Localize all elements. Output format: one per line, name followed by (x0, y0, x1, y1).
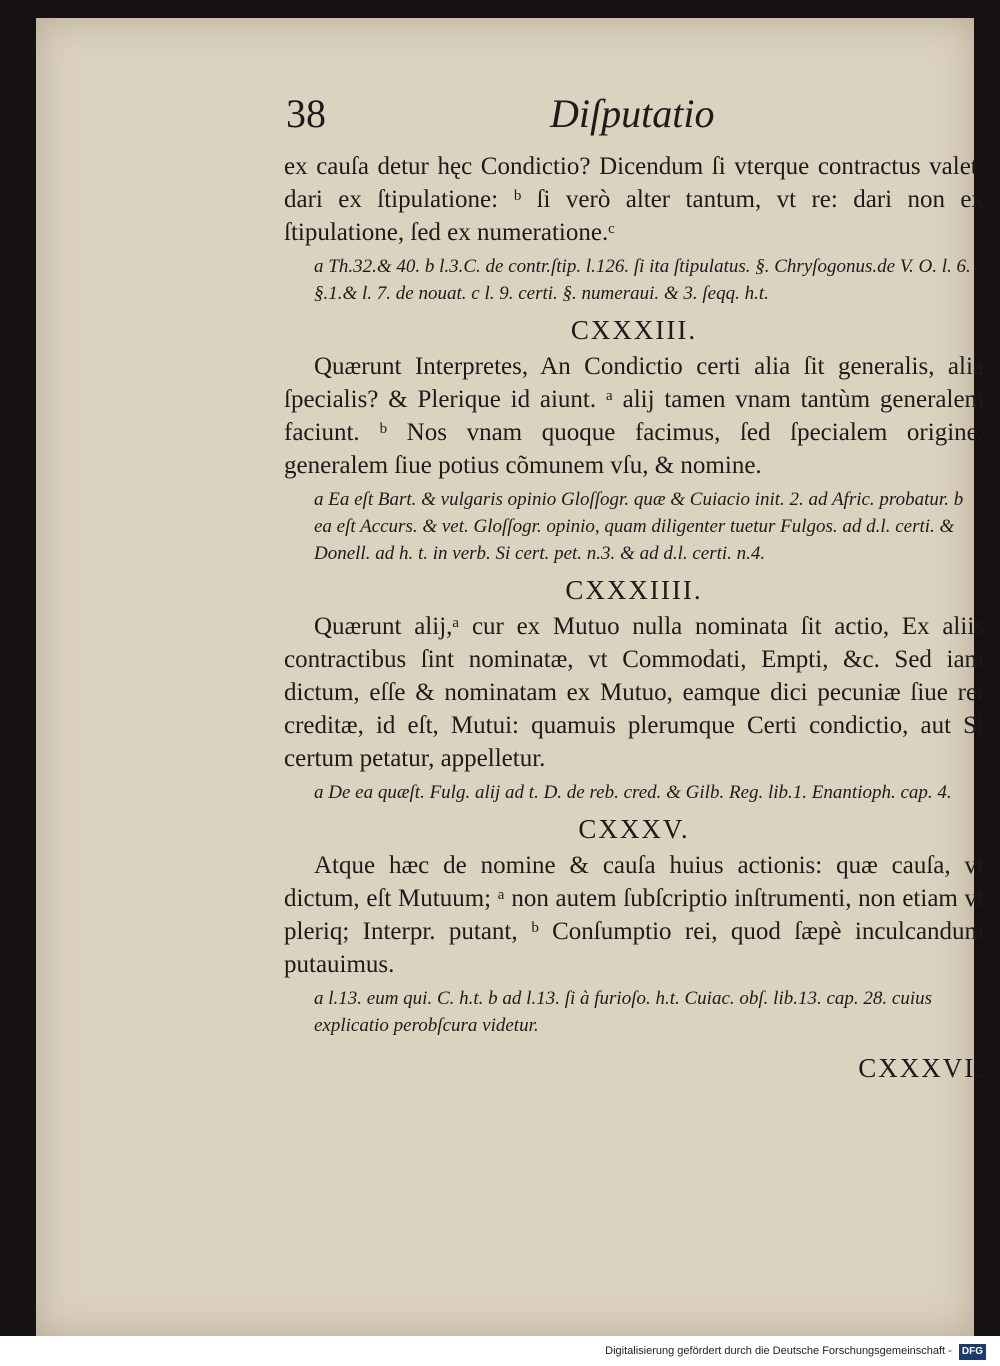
text-block (284, 88, 984, 1084)
paragraph: Quærunt alij,ᵃ cur ex Mutuo nulla nominata ſit actio, Ex aliis contractibus ſint nominatæ, vt Commodati, Empti, &c. Sed iam dictum, eſſe & nominatam ex Mutuo, eamque dici pecuniæ ſiue rei creditæ, id eſt, Mutui: quamuis plerumque Certi condictio, aut Si certum petatur, appelletur. (284, 613, 984, 772)
section-heading: CXXXIIII. (565, 575, 703, 605)
footnote: a l.13. eum qui. C. h.t. b ad l.13. ſi à furioſo. h.t. Cuiac. obſ. lib.13. cap. 28. cuius explicatio perobſcura videtur. (314, 988, 933, 1036)
dfg-logo: DFG (959, 1344, 986, 1360)
paragraph: ex cauſa detur hęc Condictio? Dicendum ſi vterque contractus valet, dari ex ſtipulatione: ᵇ ſi verò alter tantum, vt re: dari non ex ſtipulatione, ſed ex numeratione.ᶜ (284, 153, 984, 246)
page-header (284, 88, 984, 150)
catchword: CXXXVI. (858, 1053, 984, 1083)
page-number: 38 (286, 91, 326, 136)
footer-text: Digitalisierung gefördert durch die Deutsche Forschungsgemeinschaft - (605, 1345, 952, 1357)
paragraph: Quærunt Interpretes, An Condictio certi alia ſit generalis, alia ſpecialis? & Plerique id aiunt. ᵃ alij tamen vnam tantùm generalem faciunt. ᵇ Nos vnam quoque facimus, ſed ſpecialem origine, generalem ſiue potius cõmunem vſu, & nomine. (284, 353, 984, 479)
footnote: a Ea eſt Bart. & vulgaris opinio Gloſſogr. quæ & Cuiacio init. 2. ad Afric. probatur. b ea eſt Accurs. & vet. Gloſſogr. opinio, quam diligenter tuetur Fulgos. ad d.l. certi. & Donell. ad h. t. in verb. Si cert. pet. n.3. & ad d.l. certi. n.4. (314, 489, 964, 564)
footnote: a Th.32.& 40. b l.3.C. de contr.ſtip. l.126. ſi ita ſtipulatus. §. Chryſogonus.de V. O. l. 6. §.1.& l. 7. de nouat. c l. 9. certi. §. numeraui. & 3. ſeqq. h.t. (314, 256, 971, 304)
digitization-footer (0, 1336, 1000, 1366)
paragraph: Atque hæc de nomine & cauſa huius actionis: quæ cauſa, vt dictum, eſt Mutuum; ᵃ non autem ſubſcriptio inſtrumenti, non etiam vt pleriq; Interpr. putant, ᵇ Conſumptio rei, quod ſæpè inculcandum putauimus. (284, 852, 984, 978)
running-title: Diſputatio (550, 91, 715, 136)
section-heading: CXXXV. (578, 814, 690, 844)
footnote: a De ea quæſt. Fulg. alij ad t. D. de reb. cred. & Gilb. Reg. lib.1. Enantioph. cap. 4. (314, 782, 952, 803)
section-heading: CXXXIII. (570, 315, 698, 345)
scanned-page (36, 18, 984, 1336)
